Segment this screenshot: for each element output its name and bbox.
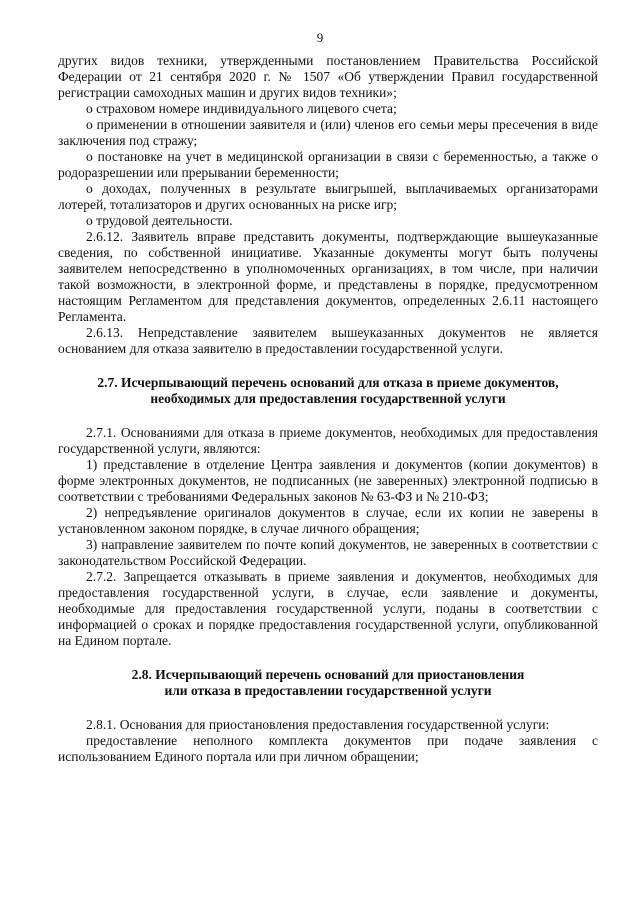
paragraph: о страховом номере индивидуального лицевого счета; <box>86 101 397 116</box>
paragraph: 2.6.12. Заявитель вправе представить документы, подтверждающие вышеуказанные сведения, по собственной инициативе. Указанные документы могут быть получены заявителем непосредственно в уполномоченных организациях, в том числе, при наличии такой возможности, в электронной форме, и представлены в порядке, предусмотренном настоящим Регламентом для представления документов, определенных 2.6.11 настоящего Регламента. <box>58 229 598 324</box>
list-item: 1) представление в отделение Центра заявления и документов (копии документов) в форме электронных документов, не подписанных (не заверенных) электронной подписью в соответствии с требованиями Федеральных законов № 63-ФЗ и № 210-ФЗ; <box>58 457 598 504</box>
paragraph: 2.7.2. Запрещается отказывать в приеме заявления и документов, необходимых для предоставления государственной услуги, в случае, если заявление и документы, необходимые для предоставления государственной услуги, поданы в соответствии с информацией о сроках и порядке предоставления государственной услуги, опубликованной на Едином портале. <box>58 569 598 648</box>
paragraph: предоставление неполного комплекта документов при подаче заявления с использованием Единого портала или при личном обращении; <box>58 733 598 764</box>
paragraph: 2.6.13. Непредставление заявителем вышеуказанных документов не является основанием для отказа заявителю в предоставлении государственной услуги. <box>58 325 598 356</box>
list-item: 3) направление заявителем по почте копий документов, не заверенных в соответствии с законодательством Российской Федерации. <box>58 537 598 568</box>
paragraph: о применении в отношении заявителя и (или) членов его семьи меры пресечения в виде заключения под стражу; <box>58 117 598 148</box>
page-number: 9 <box>316 30 324 45</box>
heading-line: 2.7. Исчерпывающий перечень оснований для отказа в приеме документов, <box>97 375 559 390</box>
heading-line: необходимых для предоставления государственной услуги <box>150 391 506 406</box>
paragraph: о доходах, полученных в результате выигрышей, выплачиваемых организаторами лотерей, тотализаторов и других основанных на риске игр; <box>58 181 598 212</box>
paragraph: 2.8.1. Основания для приостановления предоставления государственной услуги: <box>86 717 550 732</box>
section-heading-2-8 <box>58 667 598 699</box>
heading-line: или отказа в предоставлении государственной услуги <box>164 683 492 698</box>
paragraph: о трудовой деятельности. <box>86 213 233 228</box>
paragraph: других видов техники, утвержденными постановлением Правительства Российской Федерации от 21 сентября 2020 г. № 1507 «Об утверждении Правил государственной регистрации самоходных машин и других видов техники»; <box>58 53 598 100</box>
heading-line: 2.8. Исчерпывающий перечень оснований для приостановления <box>131 667 525 682</box>
paragraph: о постановке на учет в медицинской организации в связи с беременностью, а также о родоразрешении или прерывании беременности; <box>58 149 598 180</box>
paragraph: 2.7.1. Основаниями для отказа в приеме документов, необходимых для предоставления государственной услуги, являются: <box>58 425 598 456</box>
list-item: 2) непредъявление оригиналов документов в случае, если их копии не заверены в установленном законом порядке, в случае личного обращения; <box>58 505 598 536</box>
document-body <box>58 53 598 765</box>
section-heading-2-7 <box>58 375 598 407</box>
